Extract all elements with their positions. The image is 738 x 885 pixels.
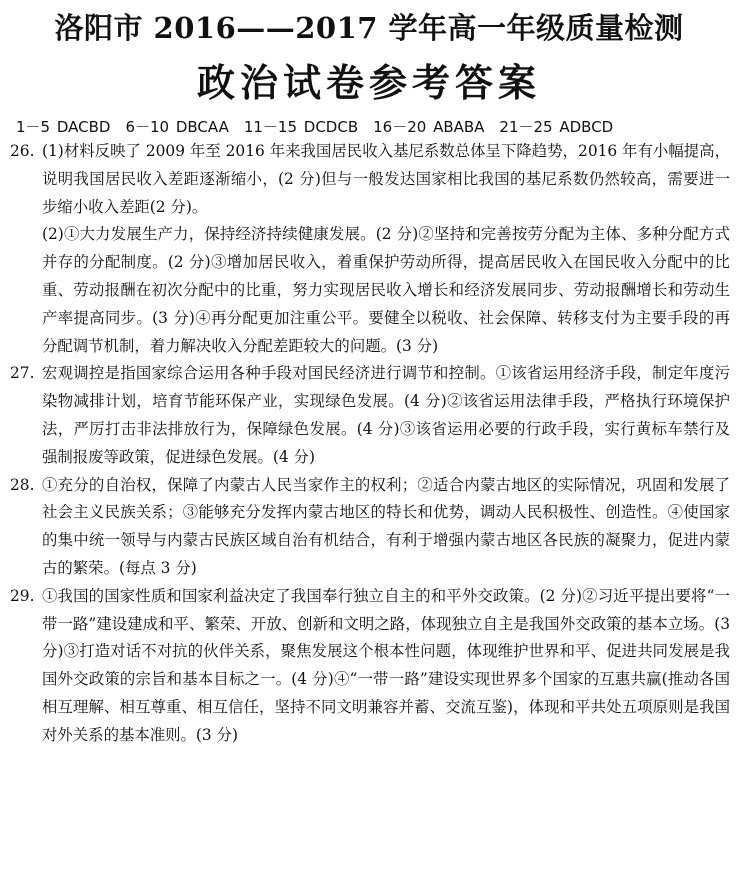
answer-paragraph: 宏观调控是指国家综合运用各种手段对国民经济进行调节和控制。①该省运用经济手段，制定年度污染物减排计划，培育节能环保产业，实现绿色发展。(4 分)②该省运用法律手段，严格执行环境保护法，严厉打击非法排放行为，保障绿色发展。(4 分)③该省运用必要的行政手段，实行黄标车禁行及强制报废等政策，促进绿色发展。(4 分) <box>42 364 730 466</box>
question-28 <box>8 472 730 583</box>
choice-answers-line: 1－5 DACBD 6－10 DBCAA 11－15 DCDCB 16－20 ABABA 21－25 ADBCD <box>16 118 614 136</box>
question-number: 27. <box>10 364 35 383</box>
answer-paragraph: (2)①大力发展生产力，保持经济持续健康发展。(2 分)②坚持和完善按劳分配为主体、多种分配方式并存的分配制度。(2 分)③增加居民收入，着重保护劳动所得，提高居民收入在国民收入分配中的比重、劳动报酬在初次分配中的比重，努力实现居民收入增长和经济发展同步、劳动报酬增长和劳动生产率提高同步。(3 分)④再分配更加注重公平。要健全以税收、社会保障、转移支付为主要手段的再分配调节机制，着力解决收入分配差距较大的问题。(3 分) <box>42 225 730 355</box>
answer-paragraph: ①充分的自治权，保障了内蒙古人民当家作主的权利；②适合内蒙古地区的实际情况，巩固和发展了社会主义民族关系；③能够充分发挥内蒙古地区的特长和优势，调动人民积极性、创造性。④使国家的集中统一领导与内蒙古民族区域自治有机结合，有利于增强内蒙古地区各民族的凝聚力，促进内蒙古的繁荣。(每点 3 分) <box>42 475 730 577</box>
question-27 <box>8 360 730 471</box>
question-number: 29. <box>10 586 35 605</box>
page-title-line-2: 政治试卷参考答案 <box>196 60 541 105</box>
question-answer <box>42 472 730 583</box>
page-title-line-1: 洛阳市 2016——2017 学年高一年级质量检测 <box>54 11 684 45</box>
question-answer <box>42 138 730 360</box>
question-number: 28. <box>10 475 35 494</box>
question-26 <box>8 138 730 360</box>
question-29 <box>8 583 730 750</box>
answer-paragraph: (1)材料反映了 2009 年至 2016 年来我国居民收入基尼系数总体呈下降趋势，2016 年有小幅提高，说明我国居民收入差距逐渐缩小，(2 分)但与一般发达国家相比我国的基尼系数仍然较高，需要进一步缩小收入差距(2 分)。 <box>42 142 730 216</box>
question-number: 26. <box>10 142 35 160</box>
question-answer <box>42 583 730 750</box>
answer-paragraph: ①我国的国家性质和国家利益决定了我国奉行独立自主的和平外交政策。(2 分)②习近平提出要将“一带一路”建设建成和平、繁荣、开放、创新和文明之路，体现独立自主是我国外交政策的基本立场。(3 分)③打造对话不对抗的伙伴关系，聚焦发展这个根本性问题，体现维护世界和平、促进共同发展是我国外交政策的宗旨和基本目标之一。(4 分)④“一带一路”建设实现世界多个国家的互惠共赢(推动各国相互理解、相互尊重、相互信任，坚持不同文明兼容并蓄、交流互鉴)，体现和平共处五项原则是我国对外关系的基本准则。(3 分) <box>42 586 730 744</box>
question-answer <box>42 360 730 471</box>
